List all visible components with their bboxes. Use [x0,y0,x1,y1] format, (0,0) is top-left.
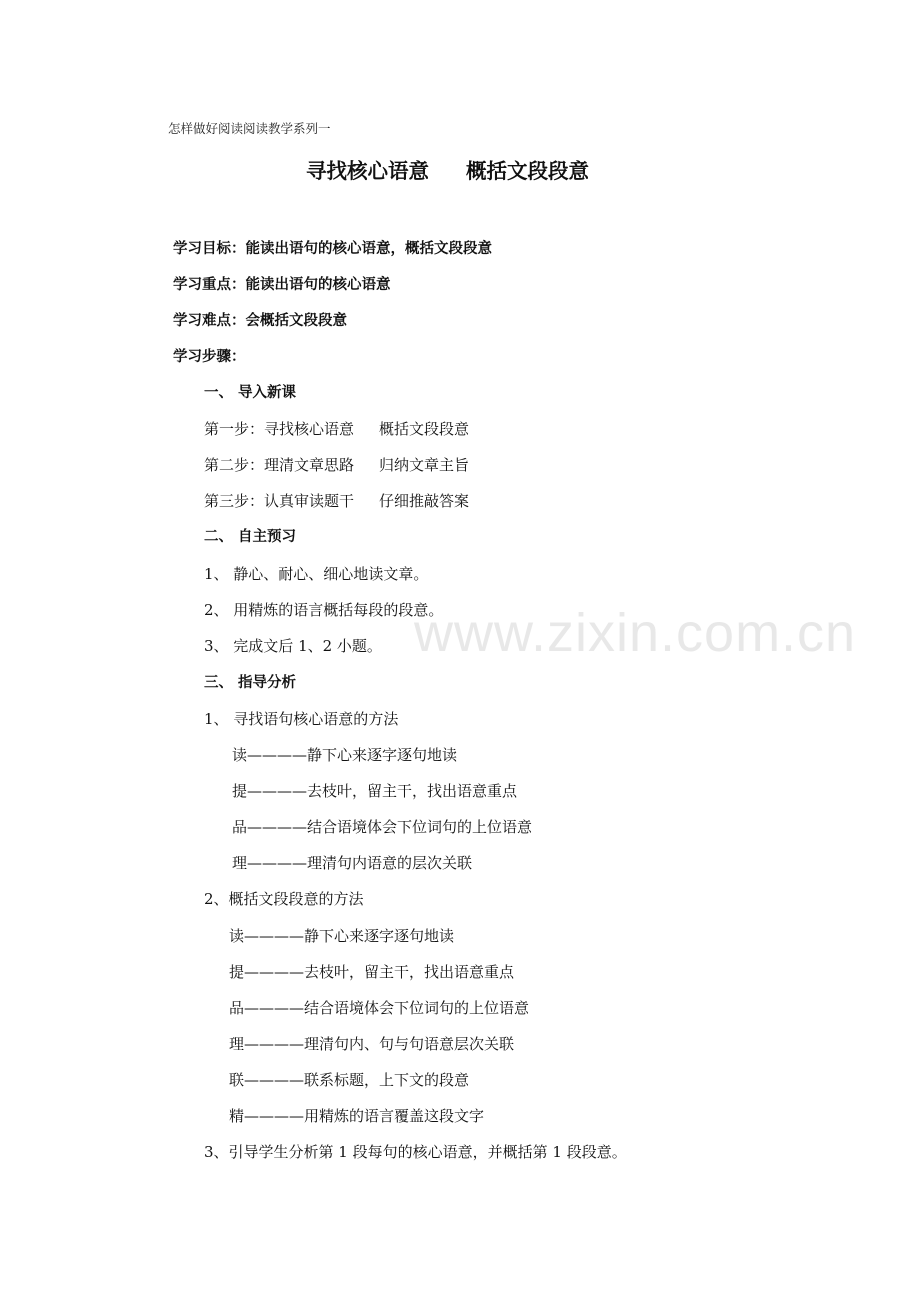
section-2-heading: 二、 自主预习 [204,529,297,545]
method-line: 提————去枝叶，留主干，找出语意重点 [232,782,518,800]
method-line: 读————静下心来逐字逐句地读 [229,927,455,945]
series-label: 怎样做好阅读阅读教学系列一 [168,121,331,136]
subsection-1-heading: 1、 寻找语句核心语意的方法 [204,710,399,728]
step-text: 第一步：寻找核心语意 [204,420,355,438]
method-line: 联————联系标题，上下文的段意 [229,1071,470,1089]
step-row [204,422,469,437]
page-title [306,161,589,182]
list-item: 1、 静心、耐心、细心地读文章。 [204,565,429,583]
list-item: 3、 完成文后 1、2 小题。 [204,637,382,655]
learning-steps-label: 学习步骤： [173,349,246,365]
method-line: 精————用精炼的语言覆盖这段文字 [229,1107,485,1125]
learning-focus: 学习重点：能读出语句的核心语意 [173,277,391,293]
list-item: 2、 用精炼的语言概括每段的段意。 [204,601,444,619]
step-text: 第二步：理清文章思路 [204,456,355,474]
step-text: 第三步：认真审读题干 [204,492,355,510]
step-text: 概括文段段意 [379,420,470,438]
step-text: 仔细推敲答案 [379,492,470,510]
subsection-3-text: 3、引导学生分析第 1 段每句的核心语意，并概括第 1 段段意。 [204,1143,627,1161]
learning-difficulty: 学习难点：会概括文段段意 [173,313,347,329]
watermark: www.zixin.com.cn [414,603,857,663]
step-text: 归纳文章主旨 [379,456,470,474]
subsection-2-heading: 2、概括文段段意的方法 [204,890,364,908]
method-line: 品————结合语境体会下位词句的上位语意 [229,999,530,1017]
step-row [204,458,469,473]
section-1-heading: 一、 导入新课 [204,385,297,401]
method-line: 理————理清句内语意的层次关联 [232,854,473,872]
step-row [204,494,469,509]
title-part-1: 寻找核心语意 [306,159,429,183]
method-line: 理————理清句内、句与句语意层次关联 [229,1035,515,1053]
section-3-heading: 三、 指导分析 [204,675,297,691]
method-line: 读————静下心来逐字逐句地读 [232,746,458,764]
method-line: 品————结合语境体会下位词句的上位语意 [232,818,533,836]
method-line: 提————去枝叶，留主干，找出语意重点 [229,963,515,981]
learning-goal: 学习目标：能读出语句的核心语意，概括文段段意 [173,241,492,257]
title-part-2: 概括文段段意 [466,159,589,183]
